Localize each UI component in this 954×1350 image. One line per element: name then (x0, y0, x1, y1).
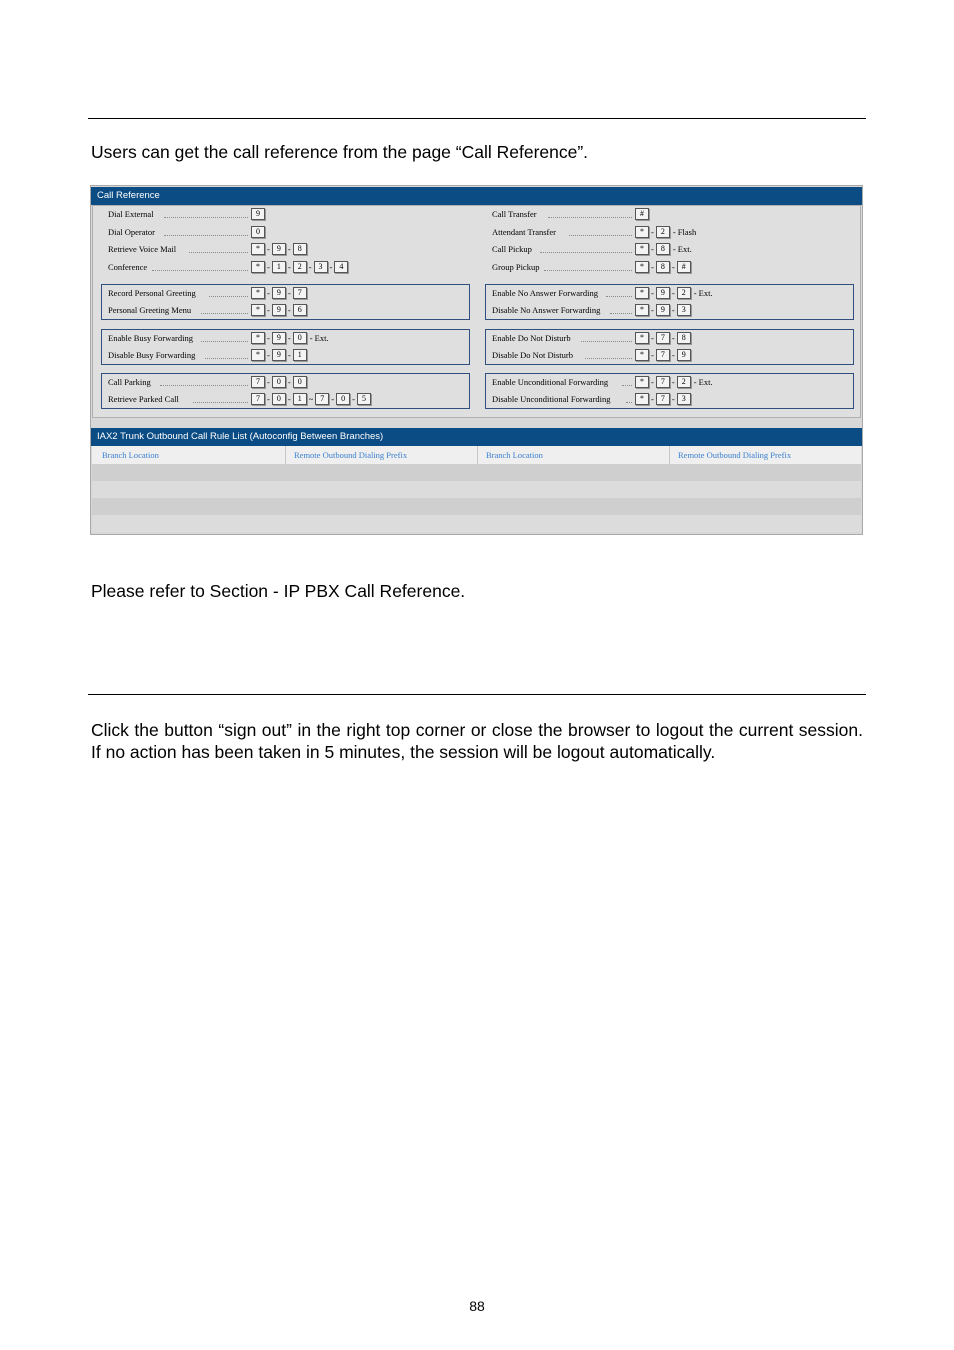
shortcut-keys (251, 348, 307, 362)
shortcut-row (108, 375, 468, 389)
column-header[interactable]: Branch Location (477, 446, 669, 464)
table-row (92, 464, 861, 481)
shortcut-row (108, 225, 468, 239)
shortcut-keys (251, 331, 329, 345)
key-cap: 9 (677, 349, 691, 361)
key-separator: - (671, 333, 675, 343)
key-separator: - (671, 288, 675, 298)
dotted-leader (548, 217, 632, 218)
shortcut-label: Call Parking (108, 377, 151, 387)
shortcut-keys (635, 225, 696, 239)
key-separator: - (267, 288, 270, 298)
shortcut-label: Enable No Answer Forwarding (492, 288, 598, 298)
iax2-table-header (92, 446, 861, 464)
key-cap: 5 (357, 393, 371, 405)
shortcut-label: Call Transfer (492, 209, 537, 219)
key-cap: 9 (272, 304, 286, 316)
shortcut-row (492, 375, 852, 389)
shortcut-row (492, 348, 852, 362)
key-separator: - (267, 350, 270, 360)
key-separator: - (671, 350, 675, 360)
key-separator: - (267, 394, 270, 404)
shortcut-label: Disable Unconditional Forwarding (492, 394, 611, 404)
shortcut-keys (635, 375, 713, 389)
key-separator: - (287, 288, 291, 298)
key-cap: * (251, 287, 265, 299)
key-separator: - (267, 305, 270, 315)
key-separator: - (651, 394, 654, 404)
shortcut-row (108, 286, 468, 300)
key-cap: 9 (272, 243, 286, 255)
shortcut-row (492, 225, 852, 239)
intro-text: Users can get the call reference from the page “Call Reference”. (91, 142, 589, 162)
shortcut-keys (251, 303, 307, 317)
shortcut-label: Retrieve Voice Mail (108, 244, 177, 254)
shortcut-label: Disable No Answer Forwarding (492, 305, 601, 315)
range-separator: ~ (308, 394, 314, 404)
shortcut-keys (635, 207, 649, 221)
key-separator: - (671, 261, 675, 272)
key-separator: - (287, 333, 291, 343)
dotted-leader (160, 385, 248, 386)
key-cap: 0 (293, 376, 307, 388)
call-reference-title: Call Reference (91, 187, 862, 205)
key-separator: - (651, 305, 654, 315)
key-cap: 0 (272, 376, 286, 388)
key-cap: * (251, 304, 265, 316)
shortcut-group (101, 373, 470, 409)
key-cap: * (635, 243, 649, 255)
key-separator: - (671, 305, 675, 315)
dotted-leader (585, 358, 632, 359)
key-cap: 3 (314, 261, 328, 273)
key-cap: 8 (677, 332, 691, 344)
key-cap: 3 (677, 304, 691, 316)
shortcut-suffix: - Flash (672, 226, 697, 237)
dotted-leader (201, 341, 248, 342)
shortcut-group (485, 284, 854, 320)
dotted-leader (569, 235, 632, 236)
shortcut-keys (251, 286, 307, 300)
shortcut-row (108, 392, 468, 406)
key-cap: 1 (293, 349, 307, 361)
shortcut-label: Dial External (108, 209, 154, 219)
key-cap: 7 (293, 287, 307, 299)
shortcut-row (492, 207, 852, 221)
dotted-leader (606, 296, 632, 297)
shortcut-keys (635, 392, 691, 406)
key-cap: 7 (251, 376, 265, 388)
dotted-leader (164, 217, 248, 218)
key-cap: 2 (656, 226, 670, 238)
key-cap: 7 (656, 393, 670, 405)
logout-text: Click the button “sign out” in the right top corner or close the browser to logout the current session. If no action has been taken in 5 minutes, the session will be logout automatically. (91, 720, 863, 762)
shortcut-keys (635, 242, 692, 256)
shortcut-label: Disable Busy Forwarding (108, 350, 196, 360)
key-cap: 1 (272, 261, 286, 273)
dotted-leader (189, 252, 248, 253)
key-separator: - (331, 394, 335, 404)
call-reference-panel (92, 205, 861, 418)
section-rule (88, 694, 866, 695)
dotted-leader (152, 270, 248, 271)
key-cap: 8 (656, 243, 670, 255)
top-rule (88, 118, 866, 119)
shortcut-label: Enable Busy Forwarding (108, 333, 193, 343)
key-cap: # (635, 208, 649, 220)
key-separator: - (267, 261, 270, 272)
shortcut-group (485, 329, 854, 365)
key-cap: 0 (272, 393, 286, 405)
shortcut-row (108, 260, 468, 274)
key-separator: - (287, 377, 291, 387)
key-cap: 7 (656, 332, 670, 344)
shortcut-label: Enable Do Not Disturb (492, 333, 571, 343)
key-cap: 4 (334, 261, 348, 273)
shortcut-row (108, 331, 468, 345)
shortcut-label: Personal Greeting Menu (108, 305, 192, 315)
iax2-title: IAX2 Trunk Outbound Call Rule List (Autoconfig Between Branches) (91, 428, 862, 446)
shortcut-keys (635, 348, 691, 362)
key-separator: - (287, 261, 291, 272)
shortcut-group (485, 373, 854, 409)
key-cap: # (677, 261, 691, 273)
key-cap: 9 (272, 349, 286, 361)
key-cap: 2 (677, 287, 691, 299)
shortcut-suffix: - Ext. (672, 244, 692, 254)
key-separator: - (651, 377, 654, 387)
key-cap: 7 (251, 393, 265, 405)
refer-text: Please refer to Section - IP PBX Call Reference. (91, 581, 466, 601)
call-reference-screenshot (90, 185, 863, 535)
shortcut-keys (251, 225, 265, 239)
key-separator: - (651, 226, 654, 237)
shortcut-row (108, 242, 468, 256)
shortcut-row (492, 331, 852, 345)
key-separator: - (651, 350, 654, 360)
shortcut-row (108, 207, 468, 221)
shortcut-label: Disable Do Not Disturb (492, 350, 573, 360)
shortcut-row (492, 392, 852, 406)
key-separator: - (651, 244, 654, 254)
shortcut-row (492, 242, 852, 256)
key-cap: * (635, 304, 649, 316)
shortcut-keys (635, 286, 713, 300)
key-cap: * (635, 226, 649, 238)
key-separator: - (287, 244, 291, 254)
shortcut-row (108, 303, 468, 317)
dotted-leader (622, 385, 632, 386)
key-cap: * (635, 393, 649, 405)
key-cap: 7 (315, 393, 329, 405)
shortcut-keys (251, 375, 307, 389)
key-separator: - (287, 305, 291, 315)
shortcut-label: Call Pickup (492, 244, 532, 254)
shortcut-keys (251, 207, 265, 221)
key-cap: * (635, 332, 649, 344)
shortcut-label: Group Pickup (492, 261, 540, 272)
shortcut-row (492, 260, 852, 274)
key-cap: 9 (656, 304, 670, 316)
column-header[interactable]: Remote Outbound Dialing Prefix (669, 446, 860, 464)
shortcut-label: Attendant Transfer (492, 226, 556, 237)
shortcut-row (108, 348, 468, 362)
dotted-leader (626, 402, 632, 403)
key-cap: 7 (656, 376, 670, 388)
key-cap: 3 (677, 393, 691, 405)
dotted-leader (540, 252, 632, 253)
key-cap: * (251, 243, 265, 255)
key-cap: 0 (293, 332, 307, 344)
key-cap: 9 (656, 287, 670, 299)
key-cap: 2 (677, 376, 691, 388)
shortcut-suffix: - Ext. (693, 288, 713, 298)
key-cap: 9 (272, 287, 286, 299)
dotted-leader (205, 358, 248, 359)
key-cap: * (251, 261, 265, 273)
shortcut-keys (635, 331, 691, 345)
key-cap: * (635, 349, 649, 361)
key-separator: - (651, 261, 654, 272)
key-separator: - (267, 333, 270, 343)
shortcut-label: Record Personal Greeting (108, 288, 196, 298)
key-separator: - (267, 377, 270, 387)
shortcut-keys (251, 242, 307, 256)
key-cap: 2 (293, 261, 307, 273)
dotted-leader (164, 235, 248, 236)
shortcut-label: Dial Operator (108, 226, 155, 237)
dotted-leader (610, 313, 632, 314)
column-header[interactable]: Remote Outbound Dialing Prefix (285, 446, 477, 464)
key-cap: 7 (656, 349, 670, 361)
shortcut-keys (251, 392, 371, 406)
shortcut-row (492, 286, 852, 300)
key-cap: * (251, 349, 265, 361)
table-row (92, 515, 861, 532)
shortcut-label: Retrieve Parked Call (108, 394, 179, 404)
key-separator: - (352, 394, 355, 404)
dotted-leader (201, 313, 248, 314)
key-cap: 9 (251, 208, 265, 220)
key-cap: * (635, 376, 649, 388)
shortcut-row (492, 303, 852, 317)
key-separator: - (287, 394, 291, 404)
dotted-leader (581, 341, 632, 342)
shortcut-keys (635, 260, 691, 274)
key-separator: - (671, 377, 675, 387)
shortcut-keys (635, 303, 691, 317)
dotted-leader (544, 270, 632, 271)
key-separator: - (651, 333, 654, 343)
key-cap: 6 (293, 304, 307, 316)
key-separator: - (287, 350, 291, 360)
shortcut-group (101, 329, 470, 365)
shortcut-label: Enable Unconditional Forwarding (492, 377, 609, 387)
shortcut-suffix: - Ext. (693, 377, 713, 387)
page-number: 88 (469, 1298, 485, 1314)
key-cap: 1 (293, 393, 307, 405)
key-separator: - (671, 394, 675, 404)
key-cap: 0 (251, 226, 265, 238)
table-row (92, 481, 861, 498)
column-header[interactable]: Branch Location (102, 450, 159, 460)
shortcut-keys (251, 260, 348, 274)
dotted-leader (193, 402, 248, 403)
shortcut-suffix: - Ext. (309, 333, 329, 343)
key-separator: - (651, 288, 654, 298)
key-cap: 0 (336, 393, 350, 405)
table-row (92, 498, 861, 515)
key-cap: * (635, 287, 649, 299)
shortcut-label: Conference (108, 261, 148, 272)
key-cap: * (635, 261, 649, 273)
dotted-leader (209, 296, 248, 297)
key-cap: 8 (656, 261, 670, 273)
shortcut-group (101, 284, 470, 320)
key-separator: - (308, 261, 312, 272)
key-cap: * (251, 332, 265, 344)
key-separator: - (267, 244, 270, 254)
key-cap: 9 (272, 332, 286, 344)
key-separator: - (329, 261, 333, 272)
key-cap: 8 (293, 243, 307, 255)
